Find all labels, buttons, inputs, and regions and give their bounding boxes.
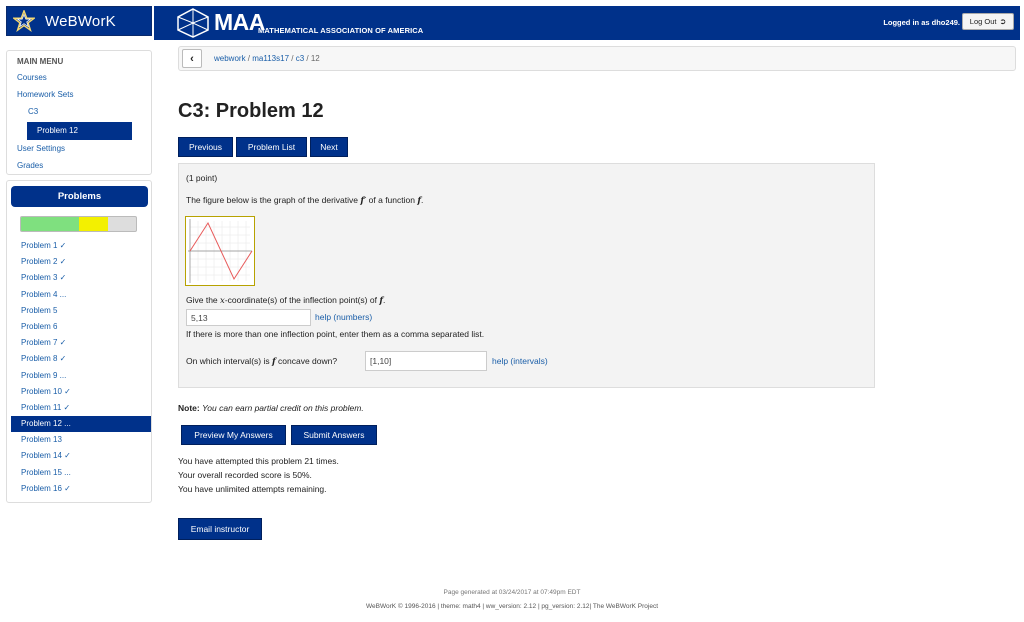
main-menu-title: MAIN MENU (17, 57, 64, 66)
q1-f-symbol: f (379, 296, 384, 306)
overall-score: Your overall recorded score is 50%. (178, 470, 312, 480)
problem-list-item[interactable]: Problem 3 ✓ (21, 273, 67, 283)
previous-button[interactable]: Previous (178, 137, 233, 157)
problem-body (178, 163, 875, 388)
question-1: Give the x-coordinate(s) of the inflection point(s) of f. (186, 295, 386, 306)
progress-correct (21, 217, 79, 231)
problem-list-item[interactable]: Problem 6 (21, 321, 58, 331)
answer-1-input[interactable]: 5,13 (186, 309, 311, 326)
breadcrumb-problem: 12 (310, 54, 320, 63)
problem-points: (1 point) (186, 173, 218, 183)
menu-item-homework-sets[interactable]: Homework Sets (17, 90, 74, 99)
webwork-brand-link[interactable] (6, 6, 152, 36)
menu-item-set-c3[interactable]: C3 (28, 107, 39, 116)
problem-list-item[interactable]: Problem 12 ... (11, 416, 151, 432)
brand-name: WeBWorK (45, 12, 116, 30)
main-menu (6, 50, 152, 175)
email-instructor-button[interactable]: Email instructor (178, 518, 262, 540)
maa-logo-icon[interactable] (176, 8, 210, 38)
menu-item-courses[interactable]: Courses (17, 73, 47, 82)
footer-generated: Page generated at 03/24/2017 at 07:49pm EDT (443, 589, 581, 596)
help-intervals-link[interactable]: help (intervals) (492, 356, 548, 366)
progress-partial (79, 217, 108, 231)
logout-button[interactable] (962, 13, 1014, 30)
breadcrumb-course[interactable]: ma113s17 (252, 54, 290, 63)
q2-text-2: concave down? (278, 356, 338, 366)
attempts-count: You have attempted this problem 21 times. (178, 456, 339, 466)
attempts-remaining: You have unlimited attempts remaining. (178, 484, 327, 494)
problem-list-button[interactable]: Problem List (236, 137, 307, 157)
next-button[interactable]: Next (310, 137, 348, 157)
progress-bar (20, 216, 137, 232)
breadcrumb-webwork[interactable]: webwork (214, 54, 246, 63)
problem-list-item[interactable]: Problem 4 ... (21, 289, 67, 299)
logout-icon: ➲ (999, 17, 1007, 26)
help-numbers-link[interactable]: help (numbers) (315, 312, 373, 322)
menu-item-grades[interactable]: Grades (17, 161, 44, 170)
preview-answers-button[interactable]: Preview My Answers (181, 425, 286, 445)
note-label: Note: (178, 403, 200, 413)
statement-text-1: The figure below is the graph of the derivative (186, 195, 358, 205)
problem-list-item[interactable]: Problem 14 ✓ (21, 451, 71, 461)
top-bar (0, 0, 1024, 40)
logged-in-status: Logged in as dho249. (883, 18, 960, 27)
problem-list-item[interactable]: Problem 8 ✓ (21, 354, 67, 364)
breadcrumb (178, 46, 1016, 71)
problem-list-item[interactable]: Problem 1 ✓ (21, 241, 67, 250)
note-text: You can earn partial credit on this problem. (202, 403, 364, 413)
problems-header: Problems (11, 186, 148, 207)
problem-list-item[interactable]: Problem 11 ✓ (21, 402, 71, 412)
breadcrumb-path: webwork / ma113s17 / c3 / 12 (214, 54, 320, 63)
statement-text-2: of a function (368, 195, 415, 205)
problem-list-item[interactable]: Problem 5 (21, 305, 58, 315)
logout-label: Log Out (969, 17, 997, 26)
footer-credits: WeBWorK © 1996-2016 | theme: math4 | ww_version: 2.12 | pg_version: 2.12| The WeBWorK Project (365, 603, 659, 610)
f-prime-symbol: f′ (360, 196, 367, 206)
problems-panel (6, 180, 152, 503)
q1-text-2: -coordinate(s) of the inflection point(s) of (224, 295, 377, 305)
chevron-left-icon: ‹ (190, 52, 194, 65)
problem-list-item[interactable]: Problem 2 ✓ (21, 257, 67, 267)
problem-list (11, 238, 151, 497)
webwork-star-icon (13, 10, 35, 32)
problem-list-item[interactable]: Problem 15 ... (21, 467, 71, 477)
x-symbol: x (220, 296, 225, 306)
maa-subtitle: MATHEMATICAL ASSOCIATION OF AMERICA (258, 26, 424, 35)
problem-list-item[interactable]: Problem 9 ... (21, 370, 67, 380)
partial-credit-note (178, 403, 364, 413)
page-title: C3: Problem 12 (178, 100, 324, 122)
back-button[interactable] (182, 49, 202, 68)
derivative-graph[interactable] (185, 216, 255, 286)
problem-list-item[interactable]: Problem 13 (21, 435, 62, 445)
q2-f-symbol: f (271, 357, 276, 367)
breadcrumb-set[interactable]: c3 (295, 54, 305, 63)
problem-list-item[interactable]: Problem 16 ✓ (21, 483, 71, 493)
problem-statement: The figure below is the graph of the derivative f′ of a function f. (186, 195, 424, 206)
menu-item-active-problem[interactable]: Problem 12 (27, 122, 132, 140)
q1-text-1: Give the (186, 295, 218, 305)
f-symbol: f (417, 196, 422, 206)
problem-list-item[interactable]: Problem 7 ✓ (21, 338, 67, 348)
menu-item-user-settings[interactable]: User Settings (17, 144, 66, 153)
maa-banner (154, 6, 1020, 40)
question-2 (186, 356, 337, 367)
question-1-hint: If there is more than one inflection point, enter them as a comma separated list. (186, 329, 485, 339)
submit-answers-button[interactable]: Submit Answers (291, 425, 377, 445)
q2-text-1: On which interval(s) is (186, 356, 270, 366)
answer-2-input[interactable]: [1,10] (365, 351, 487, 371)
problem-list-item[interactable]: Problem 10 ✓ (21, 386, 71, 396)
maa-logo-text: MAA (214, 9, 265, 35)
